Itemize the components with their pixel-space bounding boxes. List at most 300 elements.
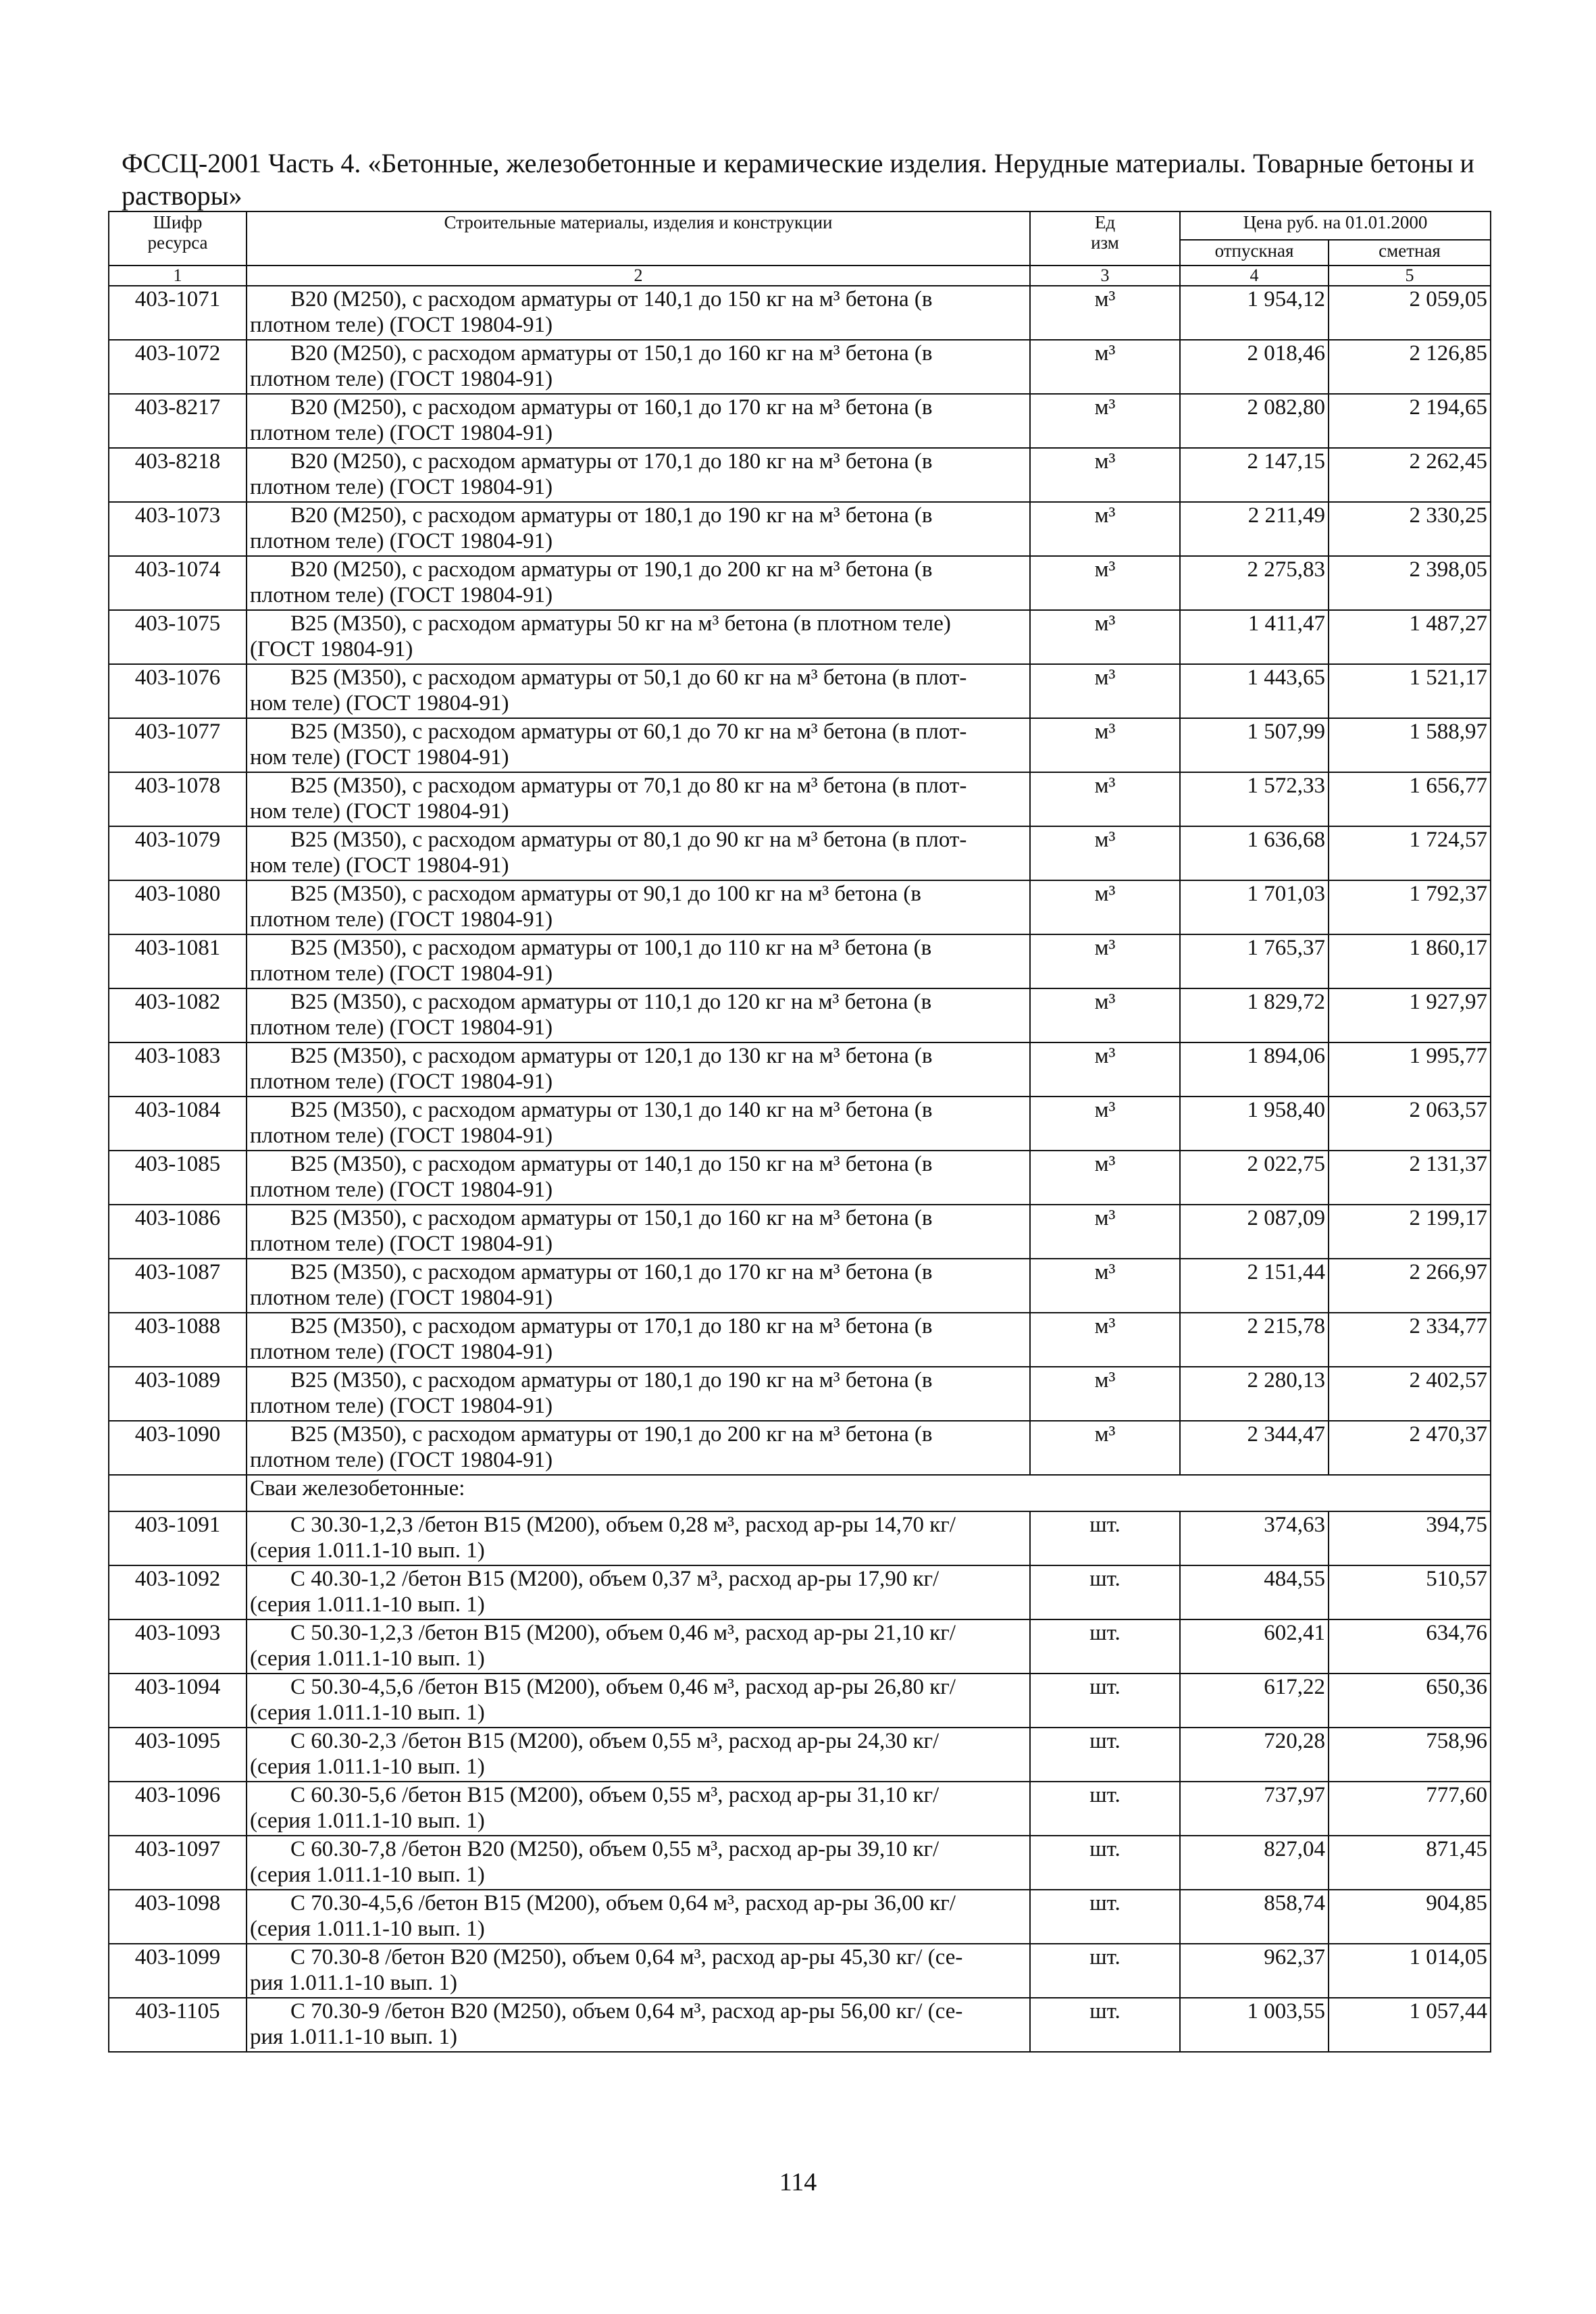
resource-code: 403-1079: [109, 826, 247, 880]
item-description-text1: В25 (М350), с расходом арматуры от 70,1 до 80 кг на м³ бетона (в плот-: [290, 774, 967, 798]
item-description-text1: С 70.30-9 /бетон В20 (М250), объем 0,64 м³, расход ар-ры 56,00 кг/ (се-: [290, 1999, 963, 2023]
estimate-price: 871,45: [1329, 1836, 1491, 1890]
item-description-line2: (серия 1.011.1-10 вып. 1): [250, 1646, 485, 1671]
page-number: 114: [779, 2168, 817, 2196]
item-description-line1: [250, 665, 1027, 690]
item-description-line1: [250, 1620, 1027, 1646]
estimate-price: 510,57: [1329, 1565, 1491, 1619]
item-description: [247, 1565, 1030, 1619]
item-description: [247, 1728, 1030, 1782]
item-description-line1: [250, 1674, 1027, 1700]
resource-code: 403-1078: [109, 772, 247, 826]
item-description-line2: плотном теле) (ГОСТ 19804-91): [250, 529, 553, 553]
item-description: [247, 286, 1030, 340]
table-row: [109, 988, 1491, 1042]
col-number-2: 2: [247, 266, 1030, 286]
table-row: [109, 1205, 1491, 1259]
header-title-line1: ФССЦ-2001 Часть 4. «Бетонные, железобетонные и керамические изделия. Нерудные материалы. Товарные бетоны и: [122, 148, 1474, 178]
unit-of-measure: м³: [1030, 340, 1180, 394]
item-description: [247, 880, 1030, 934]
release-price: 1 829,72: [1180, 988, 1329, 1042]
resource-code: 403-1089: [109, 1367, 247, 1421]
unit-of-measure: м³: [1030, 1259, 1180, 1313]
release-price: 827,04: [1180, 1836, 1329, 1890]
estimate-price: 758,96: [1329, 1728, 1491, 1782]
unit-of-measure: м³: [1030, 1421, 1180, 1475]
table-row: [109, 1421, 1491, 1475]
resource-code: 403-1076: [109, 664, 247, 718]
col-header-code-line2: ресурса: [147, 232, 208, 253]
unit-of-measure: шт.: [1030, 1782, 1180, 1836]
table-row: [109, 1565, 1491, 1619]
resource-code: 403-1091: [109, 1511, 247, 1565]
unit-of-measure: м³: [1030, 880, 1180, 934]
item-description-line2: плотном теле) (ГОСТ 19804-91): [250, 907, 553, 932]
resource-code: 403-1097: [109, 1836, 247, 1890]
estimate-price: 1 487,27: [1329, 610, 1491, 664]
table-row: [109, 1313, 1491, 1367]
table-body: [109, 286, 1491, 2052]
item-description-text1: В25 (М350), с расходом арматуры от 140,1 до 150 кг на м³ бетона (в: [290, 1152, 933, 1176]
item-description: [247, 826, 1030, 880]
col-number-4: 4: [1180, 266, 1329, 286]
unit-of-measure: м³: [1030, 610, 1180, 664]
item-description-line2: плотном теле) (ГОСТ 19804-91): [250, 961, 553, 986]
table-row: [109, 556, 1491, 610]
item-description-text1: С 60.30-7,8 /бетон В20 (М250), объем 0,55 м³, расход ар-ры 39,10 кг/: [290, 1837, 939, 1861]
item-description-line2: рия 1.011.1-10 вып. 1): [250, 1971, 458, 1995]
resource-code: 403-1083: [109, 1042, 247, 1097]
release-price: 1 443,65: [1180, 664, 1329, 718]
release-price: 858,74: [1180, 1890, 1329, 1944]
unit-of-measure: м³: [1030, 1367, 1180, 1421]
unit-of-measure: м³: [1030, 1151, 1180, 1205]
item-description-line2: плотном теле) (ГОСТ 19804-91): [250, 1178, 553, 1202]
item-description: [247, 1042, 1030, 1097]
resource-code: 403-1090: [109, 1421, 247, 1475]
release-price: 484,55: [1180, 1565, 1329, 1619]
release-price: 1 765,37: [1180, 934, 1329, 988]
item-description: [247, 1674, 1030, 1728]
unit-of-measure: шт.: [1030, 1998, 1180, 2052]
estimate-price: 2 330,25: [1329, 502, 1491, 556]
item-description-line1: [250, 827, 1027, 853]
item-description-line2: плотном теле) (ГОСТ 19804-91): [250, 367, 553, 391]
resource-code: 403-1084: [109, 1097, 247, 1151]
item-description-line1: [250, 1890, 1027, 1916]
col-header-release: отпускная: [1180, 240, 1329, 266]
item-description-text1: В20 (М250), с расходом арматуры от 190,1 до 200 кг на м³ бетона (в: [290, 557, 933, 582]
release-price: 2 280,13: [1180, 1367, 1329, 1421]
item-description-text1: В25 (М350), с расходом арматуры от 60,1 до 70 кг на м³ бетона (в плот-: [290, 720, 967, 744]
col-header-unit-line2: изм: [1091, 232, 1119, 253]
table-row: [109, 1619, 1491, 1674]
release-price: 1 701,03: [1180, 880, 1329, 934]
table-header-row: [109, 211, 1491, 240]
table-row: [109, 1511, 1491, 1565]
unit-of-measure: м³: [1030, 556, 1180, 610]
resource-code: 403-1098: [109, 1890, 247, 1944]
item-description-line1: [250, 1512, 1027, 1538]
release-price: 2 087,09: [1180, 1205, 1329, 1259]
item-description: [247, 448, 1030, 502]
item-description: [247, 610, 1030, 664]
item-description: [247, 988, 1030, 1042]
release-price: 617,22: [1180, 1674, 1329, 1728]
table-row: [109, 826, 1491, 880]
item-description-line1: [250, 1097, 1027, 1123]
release-price: 2 018,46: [1180, 340, 1329, 394]
table-row: [109, 880, 1491, 934]
col-header-price-group: Цена руб. на 01.01.2000: [1180, 211, 1491, 240]
release-price: 2 211,49: [1180, 502, 1329, 556]
resource-code: 403-1085: [109, 1151, 247, 1205]
item-description-line2: ном теле) (ГОСТ 19804-91): [250, 799, 509, 824]
resource-code: 403-1082: [109, 988, 247, 1042]
estimate-price: 2 199,17: [1329, 1205, 1491, 1259]
item-description-text1: С 40.30-1,2 /бетон В15 (М200), объем 0,37 м³, расход ар-ры 17,90 кг/: [290, 1567, 939, 1591]
item-description-line2: (ГОСТ 19804-91): [250, 637, 413, 661]
table-row: [109, 1944, 1491, 1998]
col-header-code-line1: Шифр: [153, 212, 203, 232]
item-description: [247, 340, 1030, 394]
table-row: [109, 1259, 1491, 1313]
item-description: [247, 1259, 1030, 1313]
item-description: [247, 1097, 1030, 1151]
item-description-line2: (серия 1.011.1-10 вып. 1): [250, 1592, 485, 1617]
resource-code: 403-1075: [109, 610, 247, 664]
table-row: [109, 448, 1491, 502]
unit-of-measure: м³: [1030, 394, 1180, 448]
release-price: 737,97: [1180, 1782, 1329, 1836]
item-description-line2: ном теле) (ГОСТ 19804-91): [250, 853, 509, 878]
resource-code: 403-1086: [109, 1205, 247, 1259]
unit-of-measure: шт.: [1030, 1619, 1180, 1674]
item-description-line2: (серия 1.011.1-10 вып. 1): [250, 1755, 485, 1779]
item-description-text1: С 60.30-5,6 /бетон В15 (М200), объем 0,55 м³, расход ар-ры 31,10 кг/: [290, 1783, 939, 1807]
item-description-line1: [250, 1836, 1027, 1862]
item-description-line1: [250, 1313, 1027, 1339]
item-description-line1: [250, 286, 1027, 312]
item-description-line1: [250, 341, 1027, 366]
item-description-text1: В25 (М350), с расходом арматуры от 120,1 до 130 кг на м³ бетона (в: [290, 1044, 933, 1068]
item-description: [247, 1890, 1030, 1944]
item-description-text1: В25 (М350), с расходом арматуры от 180,1 до 190 кг на м³ бетона (в: [290, 1368, 933, 1392]
estimate-price: 2 470,37: [1329, 1421, 1491, 1475]
header-title-line2: растворы»: [122, 180, 242, 211]
release-price: 1 894,06: [1180, 1042, 1329, 1097]
table-row: [109, 1890, 1491, 1944]
item-description-line2: плотном теле) (ГОСТ 19804-91): [250, 1070, 553, 1094]
table-row: [109, 1782, 1491, 1836]
resource-code: 403-1081: [109, 934, 247, 988]
resource-code: 403-1105: [109, 1998, 247, 2052]
item-description: [247, 1421, 1030, 1475]
resource-code: 403-1094: [109, 1674, 247, 1728]
col-header-code: [109, 211, 247, 266]
item-description-line2: плотном теле) (ГОСТ 19804-91): [250, 313, 553, 337]
table-row: [109, 610, 1491, 664]
unit-of-measure: шт.: [1030, 1836, 1180, 1890]
release-price: 1 636,68: [1180, 826, 1329, 880]
item-description-line2: плотном теле) (ГОСТ 19804-91): [250, 475, 553, 499]
item-description-text1: С 50.30-4,5,6 /бетон В15 (М200), объем 0,46 м³, расход ар-ры 26,80 кг/: [290, 1675, 956, 1699]
release-price: 602,41: [1180, 1619, 1329, 1674]
unit-of-measure: шт.: [1030, 1944, 1180, 1998]
unit-of-measure: м³: [1030, 1205, 1180, 1259]
resource-code: 403-1088: [109, 1313, 247, 1367]
estimate-price: 2 334,77: [1329, 1313, 1491, 1367]
table-row: [109, 1367, 1491, 1421]
table-row: [109, 1998, 1491, 2052]
item-description-text1: В25 (М350), с расходом арматуры от 80,1 до 90 кг на м³ бетона (в плот-: [290, 828, 967, 852]
item-description-text1: В25 (М350), с расходом арматуры от 50,1 до 60 кг на м³ бетона (в плот-: [290, 665, 967, 690]
item-description-line2: (серия 1.011.1-10 вып. 1): [250, 1917, 485, 1941]
item-description-text1: С 30.30-1,2,3 /бетон В15 (М200), объем 0,28 м³, расход ар-ры 14,70 кг/: [290, 1513, 956, 1537]
item-description-text1: В20 (М250), с расходом арматуры от 150,1 до 160 кг на м³ бетона (в: [290, 341, 933, 366]
resource-code: 403-1071: [109, 286, 247, 340]
item-description-text1: В25 (М350), с расходом арматуры от 150,1 до 160 кг на м³ бетона (в: [290, 1206, 933, 1230]
unit-of-measure: шт.: [1030, 1511, 1180, 1565]
resource-code: 403-8217: [109, 394, 247, 448]
estimate-price: 394,75: [1329, 1511, 1491, 1565]
item-description-text1: В25 (М350), с расходом арматуры от 110,1 до 120 кг на м³ бетона (в: [290, 990, 932, 1014]
table-row: [109, 772, 1491, 826]
resource-code: 403-1077: [109, 718, 247, 772]
item-description-line1: [250, 935, 1027, 961]
col-number-3: 3: [1030, 266, 1180, 286]
item-description-line2: (серия 1.011.1-10 вып. 1): [250, 1701, 485, 1725]
estimate-price: 634,76: [1329, 1619, 1491, 1674]
col-header-unit: [1030, 211, 1180, 266]
item-description: [247, 1836, 1030, 1890]
document-header: [122, 147, 1493, 212]
estimate-price: 1 521,17: [1329, 664, 1491, 718]
item-description-line2: (серия 1.011.1-10 вып. 1): [250, 1809, 485, 1833]
item-description-text1: В25 (М350), с расходом арматуры от 130,1 до 140 кг на м³ бетона (в: [290, 1098, 933, 1122]
estimate-price: 2 262,45: [1329, 448, 1491, 502]
unit-of-measure: м³: [1030, 988, 1180, 1042]
release-price: 720,28: [1180, 1728, 1329, 1782]
item-description-line1: [250, 1259, 1027, 1285]
estimate-price: 1 927,97: [1329, 988, 1491, 1042]
release-price: 2 215,78: [1180, 1313, 1329, 1367]
estimate-price: 2 402,57: [1329, 1367, 1491, 1421]
table-row: [109, 1674, 1491, 1728]
item-description-line2: (серия 1.011.1-10 вып. 1): [250, 1863, 485, 1887]
unit-of-measure: м³: [1030, 286, 1180, 340]
resource-code: 403-1092: [109, 1565, 247, 1619]
release-price: 1 572,33: [1180, 772, 1329, 826]
item-description: [247, 1998, 1030, 2052]
estimate-price: 1 588,97: [1329, 718, 1491, 772]
table-row: [109, 1836, 1491, 1890]
item-description-line1: [250, 1205, 1027, 1231]
item-description: [247, 1205, 1030, 1259]
resource-code: 403-1072: [109, 340, 247, 394]
unit-of-measure: м³: [1030, 502, 1180, 556]
estimate-price: 904,85: [1329, 1890, 1491, 1944]
item-description-line1: [250, 503, 1027, 528]
estimate-price: 1 656,77: [1329, 772, 1491, 826]
item-description-line2: рия 1.011.1-10 вып. 1): [250, 2025, 458, 2049]
item-description-text1: С 70.30-8 /бетон В20 (М250), объем 0,64 м³, расход ар-ры 45,30 кг/ (се-: [290, 1945, 963, 1969]
resource-code: 403-1093: [109, 1619, 247, 1674]
unit-of-measure: шт.: [1030, 1565, 1180, 1619]
unit-of-measure: м³: [1030, 448, 1180, 502]
item-description: [247, 502, 1030, 556]
release-price: 1 958,40: [1180, 1097, 1329, 1151]
item-description-text1: С 70.30-4,5,6 /бетон В15 (М200), объем 0,64 м³, расход ар-ры 36,00 кг/: [290, 1891, 956, 1915]
table-column-numbers: [109, 266, 1491, 286]
item-description-line1: [250, 1367, 1027, 1393]
table-row: [109, 394, 1491, 448]
item-description-text1: В25 (М350), с расходом арматуры от 160,1 до 170 кг на м³ бетона (в: [290, 1260, 933, 1284]
table-row: [109, 1151, 1491, 1205]
item-description: [247, 718, 1030, 772]
table-row: [109, 1042, 1491, 1097]
unit-of-measure: м³: [1030, 664, 1180, 718]
item-description: [247, 1944, 1030, 1998]
item-description-text1: В25 (М350), с расходом арматуры от 170,1 до 180 кг на м³ бетона (в: [290, 1314, 933, 1338]
estimate-price: 2 266,97: [1329, 1259, 1491, 1313]
resource-code: 403-1073: [109, 502, 247, 556]
section-row: [109, 1475, 1491, 1511]
item-description-text1: В25 (М350), с расходом арматуры 50 кг на м³ бетона (в плотном теле): [290, 611, 951, 636]
release-price: 2 344,47: [1180, 1421, 1329, 1475]
release-price: 1 954,12: [1180, 286, 1329, 340]
estimate-price: 1 014,05: [1329, 1944, 1491, 1998]
item-description-line2: плотном теле) (ГОСТ 19804-91): [250, 1286, 553, 1310]
item-description-text1: В25 (М350), с расходом арматуры от 190,1 до 200 кг на м³ бетона (в: [290, 1422, 933, 1447]
release-price: 374,63: [1180, 1511, 1329, 1565]
release-price: 2 082,80: [1180, 394, 1329, 448]
col-header-name: Строительные материалы, изделия и конструкции: [247, 211, 1030, 266]
table-row: [109, 286, 1491, 340]
estimate-price: 2 131,37: [1329, 1151, 1491, 1205]
resource-code: 403-1096: [109, 1782, 247, 1836]
item-description-line2: плотном теле) (ГОСТ 19804-91): [250, 1340, 553, 1364]
release-price: 2 147,15: [1180, 448, 1329, 502]
estimate-price: 2 398,05: [1329, 556, 1491, 610]
estimate-price: 2 059,05: [1329, 286, 1491, 340]
item-description-line1: [250, 719, 1027, 745]
item-description-line1: [250, 1728, 1027, 1754]
item-description: [247, 1782, 1030, 1836]
item-description-line1: [250, 1566, 1027, 1592]
unit-of-measure: м³: [1030, 1097, 1180, 1151]
estimate-price: 1 724,57: [1329, 826, 1491, 880]
item-description-text1: С 60.30-2,3 /бетон В15 (М200), объем 0,55 м³, расход ар-ры 24,30 кг/: [290, 1729, 939, 1753]
table-row: [109, 1728, 1491, 1782]
item-description-text1: В20 (М250), с расходом арматуры от 180,1 до 190 кг на м³ бетона (в: [290, 503, 933, 528]
unit-of-measure: м³: [1030, 826, 1180, 880]
item-description-line2: плотном теле) (ГОСТ 19804-91): [250, 1124, 553, 1148]
release-price: 1 411,47: [1180, 610, 1329, 664]
item-description-line2: (серия 1.011.1-10 вып. 1): [250, 1538, 485, 1563]
item-description-line1: [250, 557, 1027, 582]
resource-code: 403-1095: [109, 1728, 247, 1782]
item-description-line2: плотном теле) (ГОСТ 19804-91): [250, 1448, 553, 1472]
item-description-line2: плотном теле) (ГОСТ 19804-91): [250, 421, 553, 445]
unit-of-measure: м³: [1030, 772, 1180, 826]
item-description: [247, 664, 1030, 718]
item-description-line1: [250, 1151, 1027, 1177]
estimate-price: 777,60: [1329, 1782, 1491, 1836]
table-row: [109, 934, 1491, 988]
release-price: 1 003,55: [1180, 1998, 1329, 2052]
item-description-line2: плотном теле) (ГОСТ 19804-91): [250, 1015, 553, 1040]
estimate-price: 1 057,44: [1329, 1998, 1491, 2052]
item-description-line1: [250, 395, 1027, 420]
estimate-price: 650,36: [1329, 1674, 1491, 1728]
item-description: [247, 1367, 1030, 1421]
item-description: [247, 1313, 1030, 1367]
item-description-line1: [250, 1998, 1027, 2024]
estimate-price: 2 126,85: [1329, 340, 1491, 394]
estimate-price: 2 063,57: [1329, 1097, 1491, 1151]
table-row: [109, 1097, 1491, 1151]
release-price: 2 022,75: [1180, 1151, 1329, 1205]
estimate-price: 2 194,65: [1329, 394, 1491, 448]
unit-of-measure: м³: [1030, 1313, 1180, 1367]
item-description-text1: В25 (М350), с расходом арматуры от 90,1 до 100 кг на м³ бетона (в: [290, 882, 921, 906]
resource-code: 403-1099: [109, 1944, 247, 1998]
release-price: 962,37: [1180, 1944, 1329, 1998]
item-description-line2: плотном теле) (ГОСТ 19804-91): [250, 1394, 553, 1418]
item-description-line2: плотном теле) (ГОСТ 19804-91): [250, 583, 553, 607]
item-description-line1: [250, 989, 1027, 1015]
item-description: [247, 1511, 1030, 1565]
unit-of-measure: м³: [1030, 718, 1180, 772]
item-description: [247, 1151, 1030, 1205]
price-table: [108, 211, 1491, 2053]
unit-of-measure: шт.: [1030, 1728, 1180, 1782]
table-row: [109, 340, 1491, 394]
unit-of-measure: шт.: [1030, 1674, 1180, 1728]
resource-code: 403-1080: [109, 880, 247, 934]
table-row: [109, 718, 1491, 772]
item-description-line1: [250, 1944, 1027, 1970]
item-description: [247, 394, 1030, 448]
item-description-text1: В25 (М350), с расходом арматуры от 100,1 до 110 кг на м³ бетона (в: [290, 936, 932, 960]
item-description-line1: [250, 881, 1027, 907]
release-price: 1 507,99: [1180, 718, 1329, 772]
item-description-line1: [250, 449, 1027, 474]
item-description: [247, 934, 1030, 988]
estimate-price: 1 860,17: [1329, 934, 1491, 988]
col-number-1: 1: [109, 266, 247, 286]
item-description-text1: В20 (М250), с расходом арматуры от 140,1 до 150 кг на м³ бетона (в: [290, 287, 933, 311]
item-description: [247, 772, 1030, 826]
unit-of-measure: м³: [1030, 1042, 1180, 1097]
item-description-line2: ном теле) (ГОСТ 19804-91): [250, 745, 509, 770]
item-description-line1: [250, 611, 1027, 636]
col-header-estimate: сметная: [1329, 240, 1491, 266]
item-description-line1: [250, 773, 1027, 799]
col-number-5: 5: [1329, 266, 1491, 286]
col-header-unit-line1: Ед: [1094, 212, 1116, 232]
unit-of-measure: шт.: [1030, 1890, 1180, 1944]
item-description: [247, 556, 1030, 610]
section-title: Сваи железобетонные:: [247, 1475, 1491, 1511]
item-description-line2: плотном теле) (ГОСТ 19804-91): [250, 1232, 553, 1256]
item-description-text1: В20 (М250), с расходом арматуры от 170,1 до 180 кг на м³ бетона (в: [290, 449, 933, 474]
resource-code: 403-8218: [109, 448, 247, 502]
item-description-line1: [250, 1422, 1027, 1447]
item-description-line2: ном теле) (ГОСТ 19804-91): [250, 691, 509, 715]
table-row: [109, 502, 1491, 556]
